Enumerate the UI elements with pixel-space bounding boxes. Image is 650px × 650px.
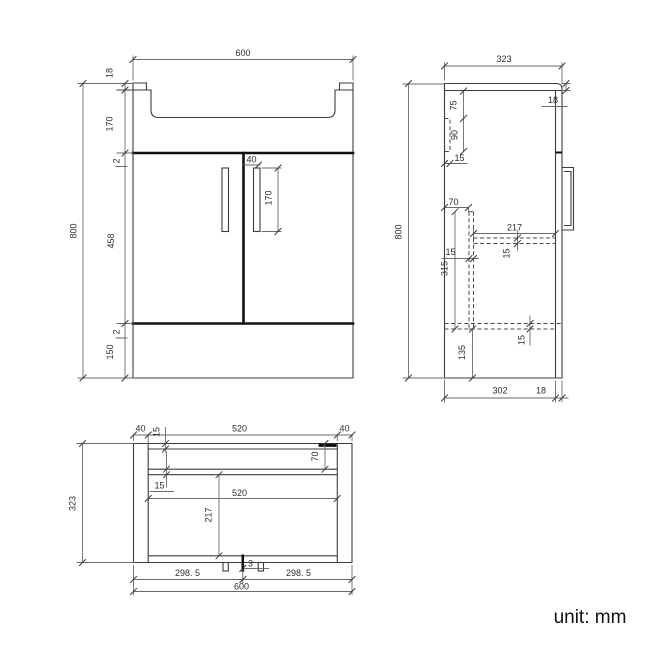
side-shelf-depth-label: 217	[506, 222, 523, 233]
plan-view	[68, 424, 356, 595]
side-shelf-thickness-label: 15	[501, 248, 512, 259]
front-handle-offset-label: 40	[246, 154, 257, 165]
front-counter-thickness-label: 18	[104, 67, 115, 79]
plan-interior-width-label: 520	[231, 488, 248, 498]
plan-door-right-label: 298. 5	[285, 568, 312, 578]
front-cabinet-outline	[117, 83, 353, 378]
plan-door-left-label: 298. 5	[174, 568, 201, 578]
plan-door-gap-label: 3	[247, 558, 254, 569]
side-dim-lines	[403, 63, 570, 402]
side-divider-thickness-label: 15	[445, 247, 456, 257]
side-divider-offset-label: 70	[448, 197, 459, 207]
side-bottom-panel-hidden	[445, 324, 563, 330]
side-bracket-height-label: 90	[449, 129, 460, 141]
plan-opening-width-label: 520	[231, 423, 248, 434]
side-bottom-thickness-label: 15	[516, 334, 527, 346]
side-cabinet-outline	[445, 84, 563, 379]
front-left-handle	[222, 168, 229, 232]
unit-note: unit: mm	[553, 607, 627, 628]
front-basin-depth-label: 170	[104, 116, 115, 132]
plan-side-right-label: 40	[339, 423, 350, 434]
plan-interior-depth-label: 217	[203, 507, 214, 523]
side-plinth-height-label: 135	[457, 344, 467, 361]
side-height-label: 800	[393, 224, 404, 240]
side-handle-profile	[562, 168, 574, 231]
side-divider-height-label: 315	[439, 260, 450, 277]
side-dim-ticks	[406, 63, 570, 401]
front-right-handle	[254, 168, 261, 232]
plan-rail-thickness-label: 15	[154, 480, 165, 491]
side-bracket-thickness-label: 15	[454, 153, 465, 163]
plan-depth-label: 323	[67, 495, 78, 512]
front-plinth-height-label: 150	[105, 344, 115, 360]
front-door-height-label: 458	[106, 233, 116, 249]
side-counter-thickness-label: 18	[547, 95, 559, 105]
side-depth-label: 323	[496, 54, 512, 64]
front-handle-length-label: 170	[263, 190, 274, 206]
side-body-depth-label: 302	[492, 385, 508, 396]
plan-right-handle	[258, 563, 263, 572]
front-height-label: 800	[68, 223, 79, 239]
side-door-thickness-label: 18	[535, 385, 547, 396]
plan-back-thickness-label: 15	[151, 426, 162, 438]
plan-basin-ledge-label: 70	[310, 451, 320, 462]
plan-left-handle	[223, 563, 228, 572]
plan-width-label: 600	[233, 581, 250, 592]
side-view	[394, 54, 574, 402]
front-gap-top-label: 2	[111, 158, 122, 164]
front-basin-bowl	[151, 90, 335, 118]
front-width-label: 600	[235, 48, 251, 58]
plan-side-left-label: 40	[135, 423, 146, 434]
front-gap-bottom-label: 2	[111, 329, 122, 335]
side-divider-hidden	[469, 212, 474, 329]
front-view	[69, 48, 357, 381]
side-bracket-offset-label: 75	[448, 100, 459, 111]
